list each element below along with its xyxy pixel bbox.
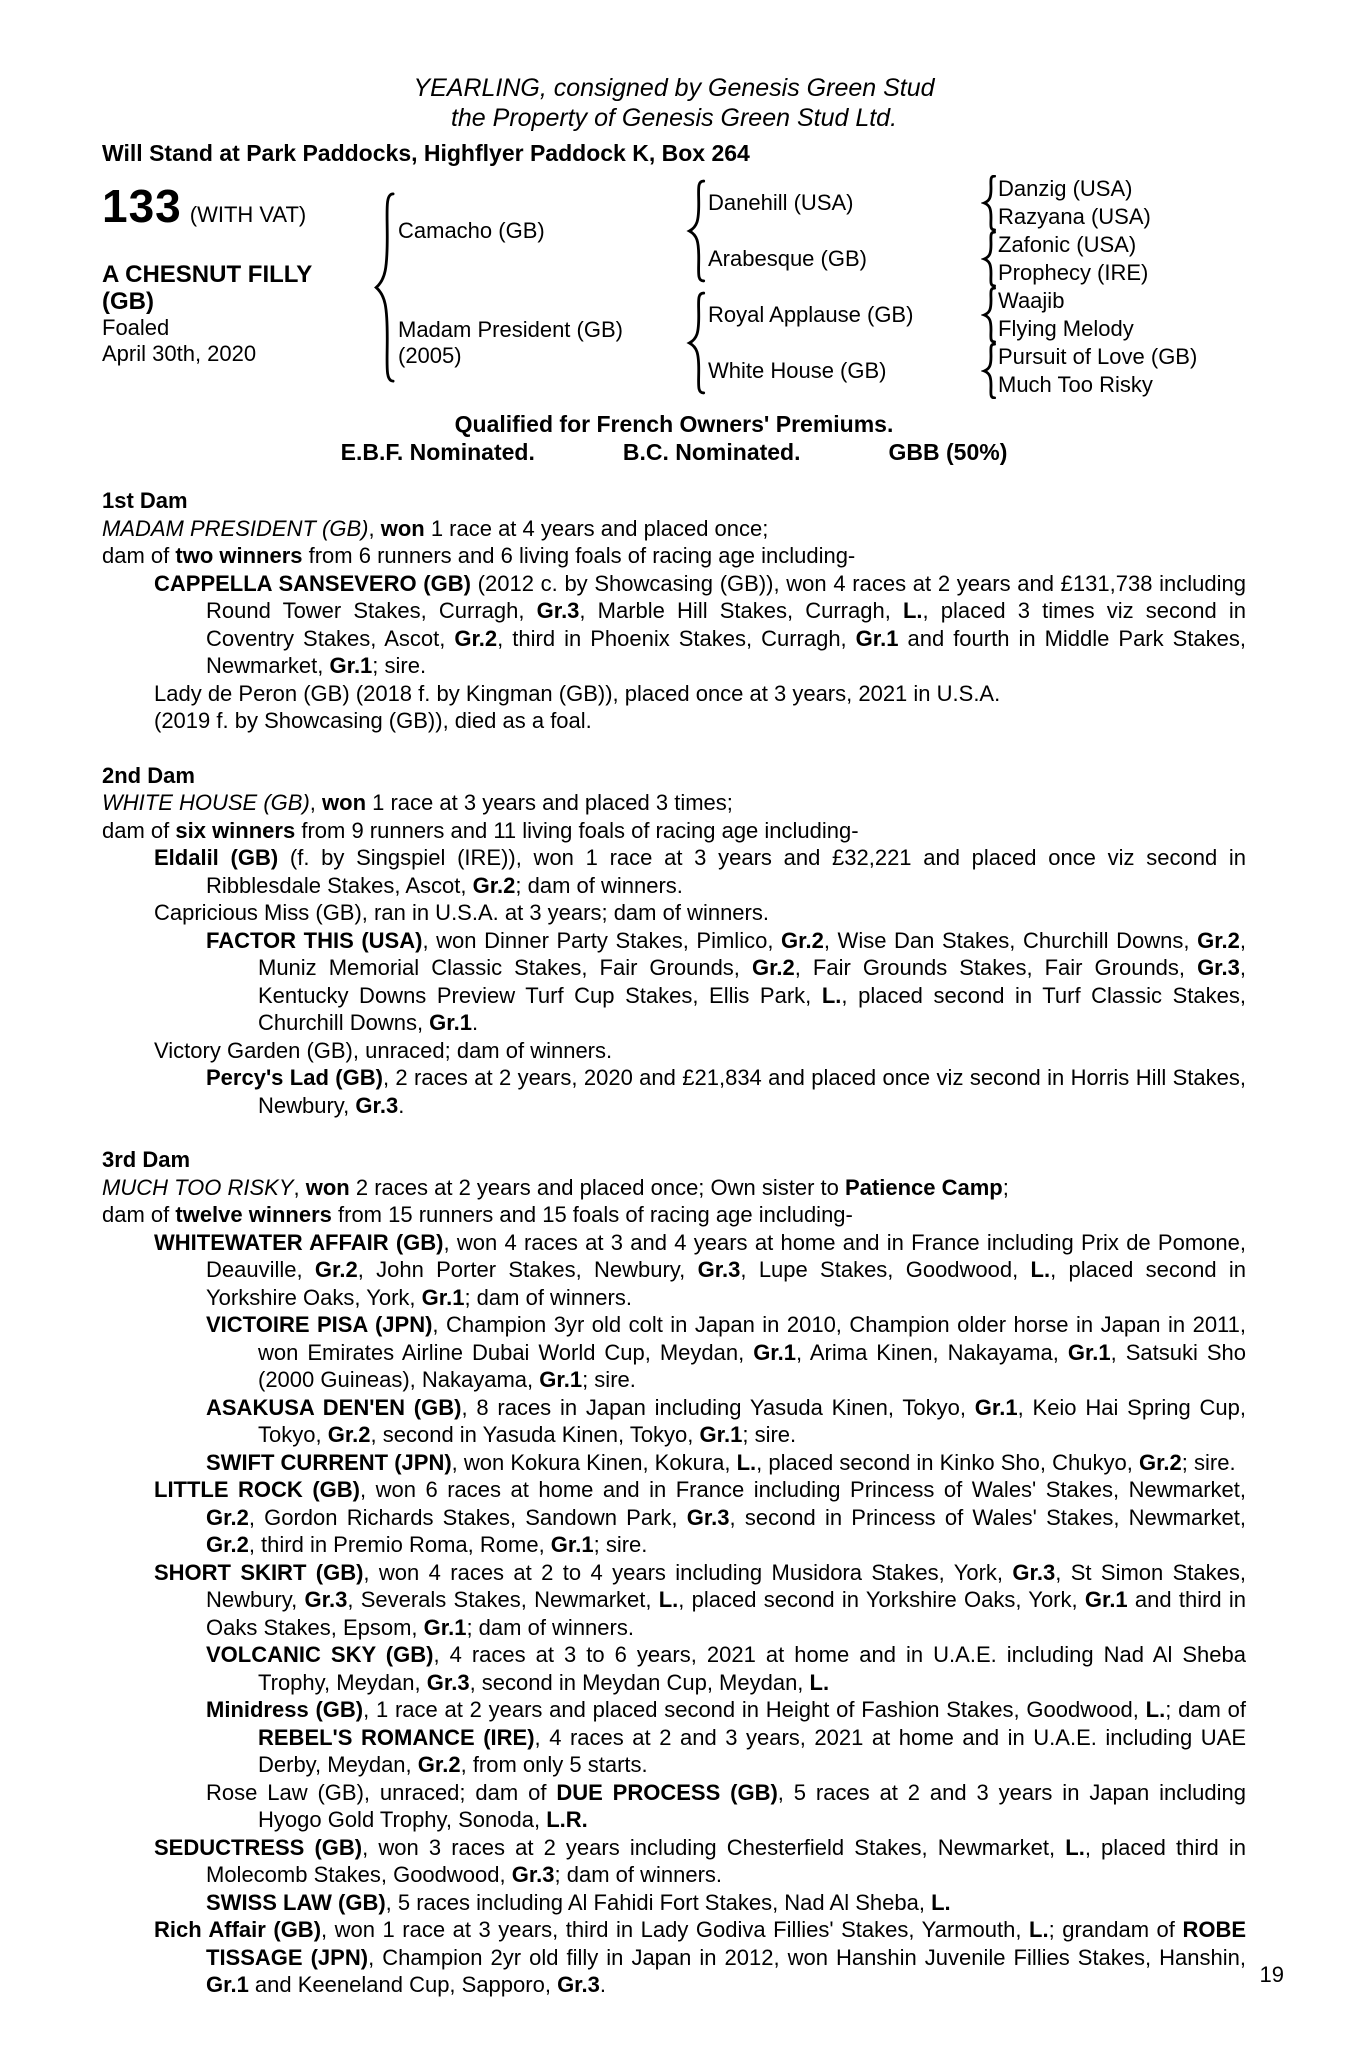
lot-number-line xyxy=(102,181,382,231)
pedigree-block xyxy=(102,175,1246,410)
consignment-line-1: YEARLING, consigned by Genesis Green Stud xyxy=(413,74,935,102)
pedigree-paragraph: Eldalil (GB) (f. by Singspiel (IRE)), won 1 race at 3 years and £32,221 and placed once viz second in Ribblesdale Stakes, Ascot, Gr.2; dam of winners. xyxy=(154,845,1247,898)
pedigree-paragraph: SWIFT CURRENT (JPN), won Kokura Kinen, Kokura, L., placed second in Kinko Sho, Chukyo, Gr.2; sire. xyxy=(206,1449,1236,1475)
page-number: 19 xyxy=(1259,1962,1284,1987)
pedigree-paragraph: Minidress (GB), 1 race at 2 years and placed second in Height of Fashion Stakes, Goodwood, L.; dam of REBEL'S ROMANCE (IRE), 4 races at 2 and 3 years, 2021 at home and in U.A.E. including UAE Derby, Meydan, Gr.2, from only 5 starts. xyxy=(206,1697,1247,1777)
pedigree-paragraph: (2019 f. by Showcasing (GB)), died as a foal. xyxy=(154,708,592,733)
horse-description: A CHESNUT FILLY xyxy=(102,261,313,288)
pedigree-dam-sire: Royal Applause (GB) xyxy=(708,302,914,327)
pedigree-paragraph: SHORT SKIRT (GB), won 4 races at 2 to 4 years including Musidora Stakes, York, Gr.3, St Simon Stakes, Newbury, Gr.3, Severals Stakes, Newmarket, L., placed second in Yorkshire Oaks, York, Gr.1 and third in Oaks Stakes, Epsom, Gr.1; dam of winners. xyxy=(154,1559,1247,1640)
pedigree-paragraph: Rose Law (GB), unraced; dam of DUE PROCESS (GB), 5 races at 2 and 3 years in Japan including Hyogo Gold Trophy, Sonoda, L.R. xyxy=(206,1779,1246,1832)
brace-gen4-4 xyxy=(980,343,998,399)
pedigree-paragraph: Rich Affair (GB), won 1 race at 3 years, third in Lady Godiva Fillies' Stakes, Yarmouth, L.; grandam of ROBE TISSAGE (JPN), Champion 2yr old filly in Japan in 2012, won Hanshin Juvenile Fillies Stakes, Hanshin, Gr.1 and Keeneland Cup, Sapporo, Gr.3. xyxy=(154,1917,1246,1997)
pedigree-gen4-name: Waajib xyxy=(998,288,1065,313)
brace-gen4-3 xyxy=(980,287,998,343)
premium-qualification-line: Qualified for French Owners' Premiums. xyxy=(454,411,894,437)
pedigree-paragraph: VOLCANIC SKY (GB), 4 races at 3 to 6 years, 2021 at home and in U.A.E. including Nad Al Sheba Trophy, Meydan, Gr.3, second in Meydan Cup, Meydan, L. xyxy=(206,1642,1246,1695)
brace-dam-parents xyxy=(684,287,708,399)
nomination-gbb: GBB (50%) xyxy=(888,439,1008,465)
pedigree-gen4-name: Pursuit of Love (GB) xyxy=(998,344,1198,369)
brace-gen4-1 xyxy=(980,175,998,231)
pedigree-table xyxy=(370,175,1246,399)
pedigree-paragraph: CAPPELLA SANSEVERO (GB) (2012 c. by Showcasing (GB)), won 4 races at 2 years and £131,738 including Round Tower Stakes, Curragh, Gr.3, Marble Hill Stakes, Curragh, L., placed 3 times viz second in Coventry Stakes, Ascot, Gr.2, third in Phoenix Stakes, Curragh, Gr.1 and fourth in Middle Park Stakes, Newmarket, Gr.1; sire. xyxy=(154,570,1246,678)
pedigree-paragraph: dam of six winners from 9 runners and 11 living foals of racing age including- xyxy=(102,817,859,843)
consignment-line-2: the Property of Genesis Green Stud Ltd. xyxy=(450,104,898,132)
nomination-ebf: E.B.F. Nominated. xyxy=(340,439,535,465)
horse-country-suffix: (GB) xyxy=(102,288,154,315)
stand-location-line: Will Stand at Park Paddocks, Highflyer Paddock K, Box 264 xyxy=(102,140,750,166)
pedigree-paragraph: Capricious Miss (GB), ran in U.S.A. at 3 years; dam of winners. xyxy=(154,900,769,925)
pedigree-paragraph: dam of two winners from 6 runners and 6 living foals of racing age including- xyxy=(102,543,856,568)
dam-section xyxy=(102,1146,1246,1999)
vat-note: (WITH VAT) xyxy=(189,202,307,227)
lot-number: 133 xyxy=(102,180,182,232)
pedigree-sire-dam: Arabesque (GB) xyxy=(708,246,867,271)
dam-section xyxy=(102,487,1246,735)
section-heading: 3rd Dam xyxy=(102,1147,191,1172)
pedigree-sire-sire: Danehill (USA) xyxy=(708,190,854,215)
pedigree-dam xyxy=(398,287,684,399)
pedigree-gen4-name: Prophecy (IRE) xyxy=(998,260,1149,285)
pedigree-paragraph: MUCH TOO RISKY, won 2 races at 2 years and placed once; Own sister to Patience Camp; xyxy=(102,1174,1009,1200)
dam-name: Madam President (GB) xyxy=(398,317,623,342)
pedigree-paragraph: SEDUCTRESS (GB), won 3 races at 2 years including Chesterfield Stakes, Newmarket, L., placed third in Molecomb Stakes, Goodwood, Gr.3; dam of winners. xyxy=(154,1834,1247,1887)
foaled-date: April 30th, 2020 xyxy=(102,341,257,366)
dam-year: (2005) xyxy=(398,343,462,368)
nomination-bc: B.C. Nominated. xyxy=(622,439,801,465)
pedigree-gen4-name: Zafonic (USA) xyxy=(998,232,1137,257)
brace-gen4-2 xyxy=(980,231,998,287)
pedigree-paragraph: Victory Garden (GB), unraced; dam of winners. xyxy=(154,1037,613,1063)
pedigree-paragraph: Lady de Peron (GB) (2018 f. by Kingman (GB)), placed once at 3 years, 2021 in U.S.A. xyxy=(154,680,1001,706)
brace-sire-dam xyxy=(370,175,398,399)
pedigree-paragraph: FACTOR THIS (USA), won Dinner Party Stakes, Pimlico, Gr.2, Wise Dan Stakes, Churchill Downs, Gr.2, Muniz Memorial Classic Stakes, Fair Grounds, Gr.2, Fair Grounds Stakes, Fair Grounds, Gr.3, Kentucky Downs Preview Turf Cup Stakes, Ellis Park, L., placed second in Turf Classic Stakes, Churchill Downs, Gr.1. xyxy=(206,927,1247,1035)
lot-block xyxy=(102,181,382,367)
pedigree-paragraph: MADAM PRESIDENT (GB), won 1 race at 4 years and placed once; xyxy=(102,515,769,541)
pedigree-paragraph: LITTLE ROCK (GB), won 6 races at home and in France including Princess of Wales' Stakes, Newmarket, Gr.2, Gordon Richards Stakes, Sandown Park, Gr.3, second in Princess of Wales' Stakes, Newmarket, Gr.2, third in Premio Roma, Rome, Gr.1; sire. xyxy=(154,1477,1246,1557)
dam-sections xyxy=(102,487,1246,1999)
foaled-label: Foaled xyxy=(102,315,170,340)
dam-section xyxy=(102,762,1246,1120)
pedigree-sire: Camacho (GB) xyxy=(398,218,545,243)
pedigree-paragraph: ASAKUSA DEN'EN (GB), 8 races in Japan including Yasuda Kinen, Tokyo, Gr.1, Keio Hai Spring Cup, Tokyo, Gr.2, second in Yasuda Kinen, Tokyo, Gr.1; sire. xyxy=(206,1394,1246,1447)
pedigree-gen4-name: Razyana (USA) xyxy=(998,204,1151,229)
pedigree-dam-dam: White House (GB) xyxy=(708,358,887,383)
nominations-line xyxy=(102,438,1246,467)
pedigree-gen4-name: Danzig (USA) xyxy=(998,176,1133,201)
pedigree-paragraph: Percy's Lad (GB), 2 races at 2 years, 2020 and £21,834 and placed once viz second in Horris Hill Stakes, Newbury, Gr.3. xyxy=(206,1065,1246,1118)
pedigree-paragraph: WHITE HOUSE (GB), won 1 race at 3 years and placed 3 times; xyxy=(102,790,733,815)
pedigree-gen4-name: Much Too Risky xyxy=(998,372,1153,397)
section-heading: 1st Dam xyxy=(102,488,188,513)
pedigree-gen4-name: Flying Melody xyxy=(998,316,1134,341)
brace-sire-parents xyxy=(684,175,708,287)
section-heading: 2nd Dam xyxy=(102,762,195,788)
pedigree-paragraph: SWISS LAW (GB), 5 races including Al Fahidi Fort Stakes, Nad Al Sheba, L. xyxy=(206,1889,951,1915)
pedigree-paragraph: VICTOIRE PISA (JPN), Champion 3yr old colt in Japan in 2010, Champion older horse in Japan in 2011, won Emirates Airline Dubai World Cup, Meydan, Gr.1, Arima Kinen, Nakayama, Gr.1, Satsuki Sho (2000 Guineas), Nakayama, Gr.1; sire. xyxy=(206,1312,1246,1392)
pedigree-paragraph: WHITEWATER AFFAIR (GB), won 4 races at 3 and 4 years at home and in France including Prix de Pomone, Deauville, Gr.2, John Porter Stakes, Newbury, Gr.3, Lupe Stakes, Goodwood, L., placed second in Yorkshire Oaks, York, Gr.1; dam of winners. xyxy=(154,1229,1247,1310)
pedigree-paragraph: dam of twelve winners from 15 runners and 15 foals of racing age including- xyxy=(102,1202,853,1227)
